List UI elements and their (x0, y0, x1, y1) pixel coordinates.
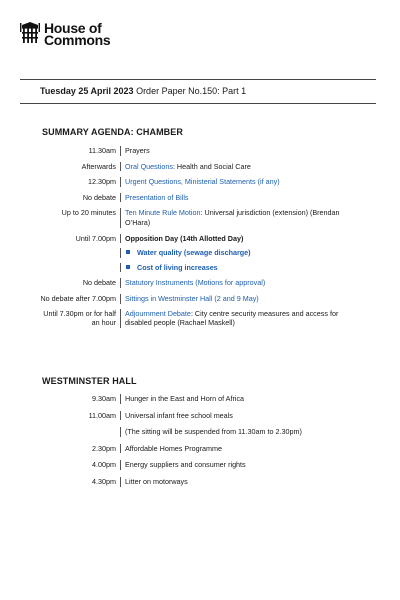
agenda-text: Hunger in the East and Horn of Africa (125, 394, 245, 403)
agenda-row (40, 411, 360, 428)
agenda-item (121, 427, 360, 437)
agenda-time: No debate (40, 193, 121, 203)
agenda-time: 12.30pm (40, 177, 121, 187)
agenda-time: Until 7.30pm or for half an hour (40, 309, 121, 328)
agenda-link[interactable]: Presentation of Bills (125, 192, 189, 202)
house-of-commons-logo (20, 22, 110, 46)
agenda-item (121, 208, 360, 227)
agenda-text: Energy suppliers and consumer rights (125, 460, 246, 470)
chamber-agenda (40, 146, 360, 328)
agenda-item (121, 411, 360, 421)
logo-line-1: House of (44, 20, 102, 36)
agenda-item (121, 477, 360, 487)
header-date: Tuesday 25 April 2023 (40, 86, 134, 96)
agenda-item (121, 309, 360, 328)
agenda-item (121, 294, 360, 304)
agenda-row (40, 444, 360, 461)
agenda-item (121, 263, 360, 273)
agenda-row (40, 208, 360, 233)
agenda-time: 4.00pm (40, 460, 121, 470)
header-top-rule (20, 79, 376, 80)
agenda-text: : Health and Social Care (172, 161, 251, 171)
agenda-link[interactable]: Ten Minute Rule Motion (125, 208, 201, 218)
agenda-time: Up to 20 minutes (40, 208, 121, 227)
agenda-row (40, 309, 360, 328)
agenda-time: 11.30am (40, 146, 121, 156)
agenda-item (121, 444, 360, 454)
agenda-row (40, 477, 360, 487)
agenda-time: 2.30pm (40, 444, 121, 454)
agenda-row (40, 263, 360, 279)
agenda-item (121, 248, 360, 258)
agenda-time: No debate (40, 278, 121, 288)
agenda-row (40, 278, 360, 294)
agenda-row (40, 294, 360, 309)
order-paper-header (40, 86, 246, 96)
agenda-item (121, 394, 360, 404)
chamber-section-title: SUMMARY AGENDA: CHAMBER (42, 127, 183, 137)
agenda-text: Universal infant free school meals (125, 410, 233, 420)
agenda-link[interactable]: Statutory Instruments (Motions for approval) (125, 278, 266, 288)
bullet-square-icon (126, 265, 130, 269)
agenda-text: (The sitting will be suspended from 11.30am to 2.30pm) (125, 427, 302, 437)
agenda-item (121, 278, 360, 288)
agenda-link[interactable]: Sittings in Westminster Hall (2 and 9 May) (125, 293, 259, 303)
agenda-row (40, 460, 360, 477)
agenda-time: 9.30am (40, 394, 121, 404)
agenda-text: Litter on motorways (125, 476, 188, 486)
agenda-text: Opposition Day (14th Allotted Day) (125, 233, 244, 243)
westminster-hall-section-title: WESTMINSTER HALL (42, 376, 137, 386)
agenda-item (121, 234, 360, 244)
agenda-time (40, 263, 121, 273)
agenda-row (40, 394, 360, 411)
agenda-item (121, 177, 360, 187)
agenda-row (40, 427, 360, 444)
agenda-row (40, 234, 360, 249)
agenda-text: Prayers (125, 146, 150, 155)
agenda-time: Until 7.00pm (40, 234, 121, 244)
logo-line-2: Commons (44, 32, 111, 48)
agenda-time (40, 427, 121, 437)
header-title: Order Paper No.150: Part 1 (136, 86, 247, 96)
agenda-link[interactable]: Cost of living increases (137, 262, 218, 272)
agenda-item (121, 460, 360, 470)
agenda-row (40, 177, 360, 193)
agenda-link[interactable]: Urgent Questions, Ministerial Statements (if any) (125, 177, 280, 187)
agenda-row (40, 193, 360, 209)
agenda-link[interactable]: Adjournment Debate (125, 308, 191, 318)
westminster-hall-agenda (40, 394, 360, 487)
agenda-item (121, 193, 360, 203)
agenda-text: : City centre security measures and access for disabled people (Rachael Maskell) (125, 308, 339, 328)
agenda-text: Affordable Homes Programme (125, 443, 222, 453)
agenda-row (40, 162, 360, 178)
bullet-square-icon (126, 250, 130, 254)
agenda-row (40, 146, 360, 162)
portcullis-icon (20, 22, 40, 44)
agenda-time: 4.30pm (40, 477, 121, 487)
agenda-link[interactable]: Oral Questions (125, 161, 173, 171)
agenda-text: : Universal jurisdiction (extension) (Brendan O’Hara) (125, 208, 340, 227)
agenda-item (121, 146, 360, 156)
agenda-time (40, 248, 121, 258)
agenda-row (40, 248, 360, 263)
agenda-time: No debate after 7.00pm (40, 294, 121, 304)
agenda-link[interactable]: Water quality (sewage discharge) (137, 248, 251, 258)
agenda-time: Afterwards (40, 162, 121, 172)
agenda-item (121, 162, 360, 172)
header-bottom-rule (20, 103, 376, 104)
agenda-time: 11.00am (40, 411, 121, 421)
